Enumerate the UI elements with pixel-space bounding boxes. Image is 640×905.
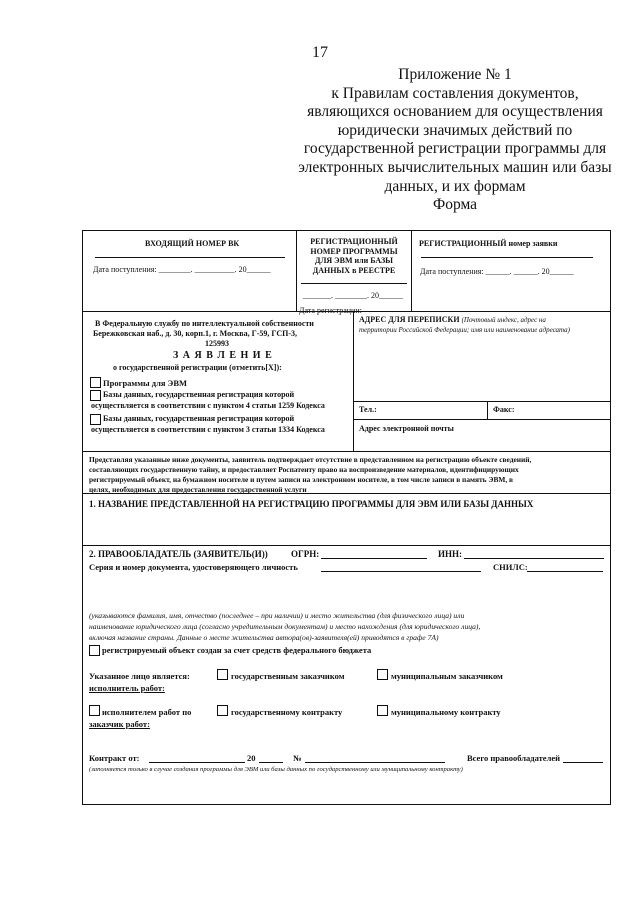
contract-year-field[interactable] bbox=[259, 762, 283, 763]
inn-field[interactable] bbox=[464, 558, 604, 559]
checkbox-database-1334[interactable] bbox=[90, 414, 101, 425]
federal-budget-label: регистрируемый объект создан за счет средств федерального бюджета bbox=[102, 645, 372, 655]
statement-title: З А Я В Л Е Н И Е bbox=[173, 350, 273, 361]
contract-from-label: Контракт от: bbox=[89, 753, 140, 763]
holder-note-line: наименование юридического лица (согласно учредительным документам) и место нахождения (для юридического лица), bbox=[89, 622, 481, 631]
addressee-line: Бережковская наб., д. 30, корп.1, г. Москва, Г-59, ГСП-3, bbox=[93, 329, 298, 338]
application-number-field[interactable] bbox=[421, 257, 593, 258]
section1-title: 1. НАЗВАНИЕ ПРЕДСТАВЛЕННОЙ НА РЕГИСТРАЦИЮ ПРОГРАММЫ ДЛЯ ЭВМ ИЛИ БАЗЫ ДАННЫХ bbox=[89, 499, 534, 509]
confirmation-line: Представляя указанные ниже документы, заявитель подтверждает отсутствие в представленном на регистрацию объекте сведений, bbox=[89, 455, 532, 464]
incoming-number-field[interactable] bbox=[95, 257, 285, 258]
reg-number-field[interactable] bbox=[301, 283, 407, 284]
passport-label: Серия и номер документа, удостоверяющего личность bbox=[89, 562, 298, 572]
passport-field[interactable] bbox=[321, 571, 481, 572]
checkbox-federal-budget[interactable] bbox=[89, 645, 100, 656]
application-form bbox=[82, 230, 611, 805]
reg-number-title-line: ДАННЫХ в РЕЕСТРЕ bbox=[312, 265, 396, 275]
checkbox-database-1259[interactable] bbox=[90, 390, 101, 401]
addressee-line: 125993 bbox=[205, 339, 229, 348]
application-date: Дата поступления: ______. ______. 20______ bbox=[420, 267, 574, 276]
confirmation-line: составляющих государственную тайну, и предоставляет Роспатенту право на воспроизведение материалов, идентифицирующих bbox=[89, 465, 519, 474]
reg-date-label: Дата регистрации: bbox=[299, 306, 362, 315]
option-database-1334-cont: осуществляется в соответствии с пунктом 3 статьи 1334 Кодекса bbox=[91, 425, 325, 434]
addressee-line: В Федеральную службу по интеллектуальной собственности bbox=[95, 319, 314, 328]
header-line: юридически значимых действий по bbox=[337, 121, 573, 139]
incoming-date: Дата поступления: ________. __________. 20______ bbox=[93, 265, 271, 274]
contract-note: (заполняется только в случае создания программы для ЭВМ или базы данных по государственному или муниципальному контракту) bbox=[89, 766, 463, 773]
state-contract-label: государственному контракту bbox=[231, 707, 343, 717]
holder-note-line: включая название страны. Данные о месте жительства автора(ов)-заявителя(ей) приводятся в графе 7А) bbox=[89, 633, 439, 642]
divider bbox=[411, 231, 412, 311]
correspondence-title: АДРЕС ДЛЯ ПЕРЕПИСКИ bbox=[359, 315, 460, 324]
reg-number-title-line: НОМЕР ПРОГРАММЫ bbox=[310, 246, 398, 256]
contract-date-field[interactable] bbox=[149, 762, 245, 763]
incoming-number-title: ВХОДЯЩИЙ НОМЕР ВК bbox=[145, 239, 240, 248]
confirmation-line: регистрируемый объект, на бумажном носителе и путем записи на электронном носителе, в том числе записи в память ЭВМ, в bbox=[89, 475, 514, 484]
divider bbox=[83, 451, 610, 452]
header-line: данных, и их формам bbox=[384, 177, 526, 195]
divider bbox=[353, 401, 610, 402]
phone-label: Тел.: bbox=[359, 405, 377, 414]
fax-label: Факс: bbox=[493, 405, 515, 414]
snils-label: СНИЛС: bbox=[493, 562, 528, 572]
correspondence-header bbox=[359, 315, 546, 325]
option-database-1259-cont: осуществляется в соответствии с пунктом 4 статьи 1259 Кодекса bbox=[91, 401, 325, 410]
correspondence-note: (Почтовый индекс, адрес на bbox=[461, 316, 546, 324]
reg-number-title-line: ДЛЯ ЭВМ или БАЗЫ bbox=[314, 256, 394, 265]
header-line: Форма bbox=[432, 196, 478, 214]
email-label: Адрес электронной почты bbox=[359, 424, 454, 433]
total-holders-label: Всего правообладателей bbox=[467, 753, 561, 763]
total-holders-field[interactable] bbox=[563, 762, 603, 763]
header-line: государственной регистрации программы для bbox=[303, 140, 607, 158]
work-executor-label: исполнитель работ: bbox=[89, 683, 165, 693]
divider bbox=[353, 311, 354, 451]
snils-field[interactable] bbox=[527, 571, 603, 572]
appendix-header bbox=[290, 66, 620, 215]
contract-year-label: 20 bbox=[247, 753, 256, 763]
option-program: Программы для ЭВМ bbox=[103, 378, 188, 388]
executor-by-label: исполнителем работ по bbox=[102, 707, 192, 717]
divider bbox=[353, 419, 610, 420]
header-line: электронных вычислительных машин или базы bbox=[298, 158, 612, 176]
confirmation-line: целях, необходимых для предоставления государственной услуги bbox=[89, 485, 307, 494]
reg-number-title bbox=[306, 237, 402, 275]
divider bbox=[487, 401, 488, 419]
option-database-1259: Базы данных, государственная регистрация которой bbox=[103, 390, 295, 399]
municipal-customer-label: муниципальным заказчиком bbox=[391, 671, 503, 681]
header-line: к Правилам составления документов, bbox=[331, 84, 579, 102]
header-line: являющихся основанием для осуществления bbox=[307, 103, 603, 121]
work-customer-label: заказчик работ: bbox=[89, 719, 150, 729]
checkbox-state-customer[interactable] bbox=[217, 669, 228, 680]
contract-number-label: № bbox=[293, 753, 302, 763]
reg-number-title-line: РЕГИСТРАЦИОННЫЙ bbox=[310, 237, 398, 246]
state-customer-label: государственным заказчиком bbox=[231, 671, 345, 681]
header-line: Приложение № 1 bbox=[398, 66, 512, 83]
checkbox-state-contract[interactable] bbox=[217, 705, 228, 716]
checkbox-municipal-customer[interactable] bbox=[377, 669, 388, 680]
checkbox-program[interactable] bbox=[90, 377, 101, 388]
page-number: 17 bbox=[312, 44, 328, 61]
divider bbox=[296, 231, 297, 311]
option-database-1334: Базы данных, государственная регистрация которой bbox=[103, 414, 295, 423]
checkbox-executor[interactable] bbox=[89, 705, 100, 716]
divider bbox=[83, 545, 610, 546]
contract-number-field[interactable] bbox=[305, 762, 445, 763]
ogrn-label: ОГРН: bbox=[291, 549, 320, 559]
section2-title: 2. ПРАВООБЛАДАТЕЛЬ (ЗАЯВИТЕЛЬ(И)) bbox=[89, 549, 268, 559]
ogrn-field[interactable] bbox=[321, 558, 427, 559]
inn-label: ИНН: bbox=[438, 549, 462, 559]
statement-subtitle: о государственной регистрации (отметить[X]): bbox=[113, 363, 282, 372]
reg-date-line: _______. ________. 20______ bbox=[303, 291, 403, 300]
correspondence-note-cont: территории Российской Федерации; имя или наименование адресата) bbox=[359, 326, 571, 334]
holder-note-line: (указываются фамилия, имя, отчество (последнее – при наличии) и место жительства (для физического лица) или bbox=[89, 611, 465, 620]
checkbox-municipal-contract[interactable] bbox=[377, 705, 388, 716]
municipal-contract-label: муниципальному контракту bbox=[391, 707, 501, 717]
person-is-label: Указанное лицо является: bbox=[89, 671, 190, 681]
application-number-title: РЕГИСТРАЦИОННЫЙ номер заявки bbox=[419, 239, 558, 248]
